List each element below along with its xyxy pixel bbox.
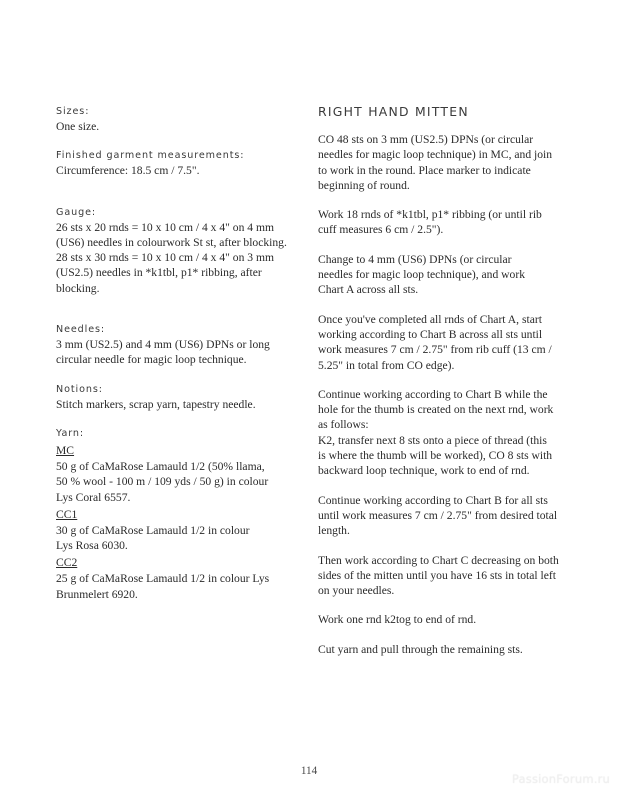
paragraph-line: is where the thumb will be worked), CO 8 sts with [318, 449, 553, 463]
paragraph-line: working according to Chart B across all sts until [318, 327, 543, 341]
sizes-line: One size. [56, 120, 100, 133]
gauge-heading: Gauge: [56, 206, 97, 218]
notions-section [56, 382, 304, 412]
sizes-section [56, 104, 304, 134]
notions-heading: Notions: [56, 383, 103, 395]
gauge-line: (US2.5) needles in *k1tbl, p1* ribbing, after [56, 266, 262, 280]
paragraph-line: needles for magic loop technique) in MC, and join [318, 148, 553, 162]
instruction-paragraph [318, 642, 566, 657]
site-watermark: PassionForum.ru [511, 772, 610, 786]
right-column [318, 104, 566, 671]
yarn-heading: Yarn: [56, 427, 85, 439]
instruction-paragraph [318, 493, 566, 539]
instruction-paragraph [318, 312, 566, 373]
paragraph-line: backward loop technique, work to end of rnd. [318, 464, 530, 478]
yarn-label-cc1: CC1 [56, 507, 78, 521]
page-number: 114 [300, 765, 318, 777]
paragraph-line: Then work according to Chart C decreasing on both [318, 553, 559, 567]
paragraph-line: sides of the mitten until you have 16 sts in total left [318, 568, 556, 582]
finished-measurements-heading: Finished garment measurements: [56, 150, 245, 162]
finished-measurements-line: Circumference: 18.5 cm / 7.5". [56, 164, 200, 178]
yarn-line: Lys Coral 6557. [56, 490, 131, 504]
paragraph-line: Work one rnd k2tog to end of rnd. [318, 613, 477, 627]
needles-heading: Needles: [56, 324, 106, 336]
yarn-section [56, 426, 304, 602]
instruction-paragraph [318, 207, 566, 238]
paragraph-line: Cut yarn and pull through the remaining sts. [318, 642, 523, 656]
yarn-entry-cc2 [56, 553, 304, 602]
instruction-paragraph [318, 387, 566, 479]
paragraph-line: to work in the round. Place marker to indicate [318, 163, 531, 177]
gauge-line: 28 sts x 30 rnds = 10 x 10 cm / 4 x 4" on 3 mm [56, 251, 275, 265]
gauge-line: (US6) needles in colourwork St st, after blocking. [56, 235, 287, 249]
gauge-line: 26 sts x 20 rnds = 10 x 10 cm / 4 x 4" on 4 mm [56, 220, 275, 234]
paragraph-line: length. [318, 524, 350, 538]
paragraph-line: beginning of round. [318, 178, 410, 192]
yarn-entry-cc1 [56, 505, 304, 554]
yarn-label-mc: MC [56, 443, 75, 457]
paragraph-line: hole for the thumb is created on the next rnd, work [318, 403, 554, 417]
instruction-paragraph [318, 553, 566, 599]
yarn-line: 25 g of CaMaRose Lamauld 1/2 in colour Lys [56, 572, 270, 586]
page-title: RIGHT HAND MITTEN [318, 104, 469, 119]
paragraph-line: 5.25" in total from CO edge). [318, 358, 455, 372]
instruction-paragraph [318, 612, 566, 627]
paragraph-line: Work 18 rnds of *k1tbl, p1* ribbing (or until rib [318, 208, 542, 222]
paragraph-line: cuff measures 6 cm / 2.5"). [318, 223, 444, 237]
yarn-line: Brunmelert 6920. [56, 587, 138, 601]
instruction-paragraph [318, 252, 566, 298]
paragraph-line: needles for magic loop technique), and work [318, 268, 526, 282]
paragraph-line: Change to 4 mm (US6) DPNs (or circular [318, 252, 512, 266]
gauge-section [56, 205, 304, 296]
paragraph-line: Once you've completed all rnds of Chart A, start [318, 312, 542, 326]
sizes-heading: Sizes: [56, 106, 90, 117]
paragraph-line: as follows: [318, 418, 369, 432]
yarn-line: Lys Rosa 6030. [56, 539, 128, 553]
yarn-label-cc2: CC2 [56, 556, 78, 570]
needles-line: 3 mm (US2.5) and 4 mm (US6) DPNs or long [56, 338, 270, 352]
paragraph-line: Continue working according to Chart B while the [318, 387, 548, 401]
yarn-line: 50 g of CaMaRose Lamauld 1/2 (50% llama, [56, 459, 265, 473]
instruction-paragraph [318, 132, 566, 193]
paragraph-line: Chart A across all sts. [318, 283, 419, 297]
notions-line: Stitch markers, scrap yarn, tapestry needle. [56, 397, 256, 411]
paragraph-line: until work measures 7 cm / 2.75" from desired total [318, 508, 558, 522]
paragraph-line: work measures 7 cm / 2.75" from rib cuff (13 cm / [318, 343, 552, 357]
needles-line: circular needle for magic loop technique. [56, 353, 247, 367]
paragraph-line: CO 48 sts on 3 mm (US2.5) DPNs (or circular [318, 133, 534, 146]
paragraph-line: K2, transfer next 8 sts onto a piece of thread (this [318, 433, 547, 447]
paragraph-line: Continue working according to Chart B for all sts [318, 493, 548, 507]
finished-measurements-section [56, 148, 304, 178]
yarn-line: 50 % wool - 100 m / 109 yds / 50 g) in colour [56, 475, 269, 489]
needles-section [56, 322, 304, 368]
yarn-line: 30 g of CaMaRose Lamauld 1/2 in colour [56, 523, 250, 537]
two-column-layout [0, 104, 618, 671]
left-column [56, 104, 304, 616]
yarn-entry-mc [56, 441, 304, 505]
gauge-line: blocking. [56, 281, 100, 295]
paragraph-line: on your needles. [318, 584, 395, 598]
